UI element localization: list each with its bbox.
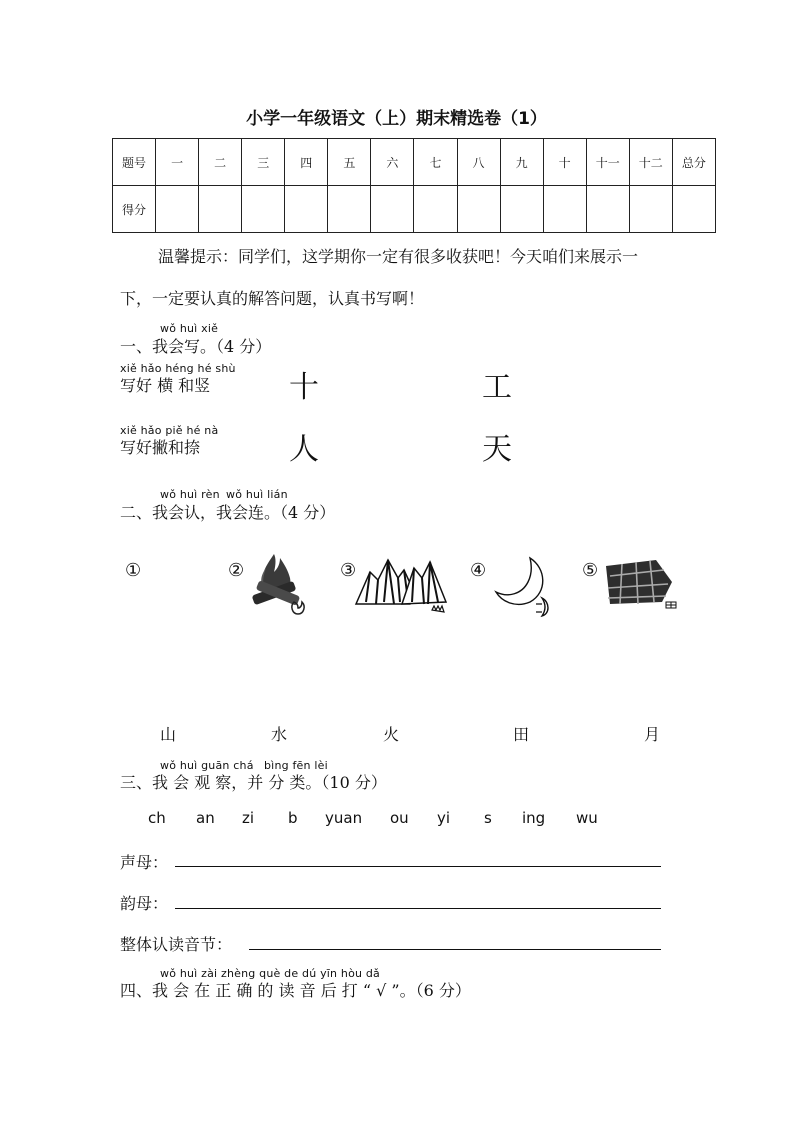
score-table-col: 总分 <box>672 139 715 186</box>
practice-char: 人 <box>289 432 319 467</box>
score-cell[interactable] <box>371 186 414 233</box>
q1-title: 一、我会写。（4 分） <box>120 337 272 356</box>
score-table-col: 十 <box>543 139 586 186</box>
label-initials: 声母： <box>120 853 169 872</box>
picture-number: ④ <box>470 560 487 581</box>
answer-line-initials[interactable] <box>175 866 661 867</box>
q2-pinyin-a: wǒ huì rèn <box>160 488 220 501</box>
score-table-header-row <box>113 139 716 186</box>
syllable: wu <box>576 809 598 827</box>
match-character: 水 <box>271 725 288 744</box>
score-table-col: 十一 <box>586 139 629 186</box>
practice-char: 天 <box>482 432 512 467</box>
picture-number: ① <box>125 560 142 581</box>
match-character: 田 <box>513 725 530 744</box>
score-table-label: 题号 <box>113 139 156 186</box>
syllable: b <box>288 809 298 827</box>
score-cell[interactable] <box>242 186 285 233</box>
campfire-icon <box>246 548 312 618</box>
q3-title: 三、我 会 观 察，并 分 类。（10 分） <box>120 773 387 792</box>
label-finals: 韵母： <box>120 894 169 913</box>
match-character: 火 <box>383 725 400 744</box>
syllable: s <box>484 809 492 827</box>
q3-pinyin-a: wǒ huì guān chá <box>160 759 254 772</box>
picture-number: ③ <box>340 560 357 581</box>
picture-number: ② <box>228 560 245 581</box>
q2-title: 二、我会认，我会连。（4 分） <box>120 503 336 522</box>
score-cell[interactable] <box>629 186 672 233</box>
match-character: 山 <box>160 725 177 744</box>
score-cell[interactable] <box>328 186 371 233</box>
syllable: yi <box>437 809 451 827</box>
score-table-col: 六 <box>371 139 414 186</box>
score-cell[interactable] <box>199 186 242 233</box>
score-cell[interactable] <box>672 186 715 233</box>
score-table-score-row <box>113 186 716 233</box>
score-cell[interactable] <box>285 186 328 233</box>
q3-pinyin-b: bìng fēn lèi <box>264 759 328 772</box>
score-table <box>112 138 716 233</box>
intro-line-2: 下，一定要认真的解答问题，认真书写啊！ <box>120 289 425 308</box>
crescent-moon-icon <box>490 552 560 622</box>
score-table-col: 一 <box>156 139 199 186</box>
intro-line-1: 温馨提示：同学们，这学期你一定有很多收获吧！今天咱们来展示一 <box>158 247 639 266</box>
picture-number: ⑤ <box>582 560 599 581</box>
answer-line-whole-syllables[interactable] <box>249 949 661 950</box>
score-table-col: 五 <box>328 139 371 186</box>
score-table-col: 四 <box>285 139 328 186</box>
score-cell[interactable] <box>414 186 457 233</box>
score-table-col: 二 <box>199 139 242 186</box>
syllable: zi <box>242 809 255 827</box>
score-cell[interactable] <box>457 186 500 233</box>
score-table-col: 十二 <box>629 139 672 186</box>
syllable: yuan <box>325 809 363 827</box>
page-title: 小学一年级语文（上）期末精选卷（1） <box>246 109 547 129</box>
syllable: ch <box>148 809 166 827</box>
score-cell[interactable] <box>586 186 629 233</box>
score-table-col: 九 <box>500 139 543 186</box>
field-icon <box>600 556 680 612</box>
q1-pinyin: wǒ huì xiě <box>160 322 219 335</box>
practice-char: 工 <box>482 370 512 405</box>
q1-row1-pinyin: xiě hǎo héng hé shù <box>120 362 236 375</box>
syllable: ing <box>522 809 546 827</box>
q1-row2-label: 写好撇和捺 <box>120 438 201 457</box>
q2-pinyin-b: wǒ huì lián <box>226 488 288 501</box>
q4-pinyin: wǒ huì zài zhèng què de dú yīn hòu dǎ <box>160 967 380 980</box>
answer-line-finals[interactable] <box>175 908 661 909</box>
label-whole-syllables: 整体认读音节： <box>120 935 233 954</box>
practice-char: 十 <box>289 370 319 405</box>
syllable: an <box>196 809 215 827</box>
q1-row2-pinyin: xiě hǎo piě hé nà <box>120 424 219 437</box>
score-table-col: 八 <box>457 139 500 186</box>
score-cell[interactable] <box>156 186 199 233</box>
score-cell[interactable] <box>543 186 586 233</box>
mountains-icon <box>354 552 450 620</box>
score-table-col: 三 <box>242 139 285 186</box>
score-cell[interactable] <box>500 186 543 233</box>
match-character: 月 <box>644 725 661 744</box>
q1-row1-label: 写好 横 和竖 <box>120 376 211 395</box>
score-table-col: 七 <box>414 139 457 186</box>
syllable: ou <box>390 809 409 827</box>
score-table-row-label: 得分 <box>113 186 156 233</box>
q4-title: 四、我 会 在 正 确 的 读 音 后 打 “ √ ”。（6 分） <box>120 981 471 1000</box>
